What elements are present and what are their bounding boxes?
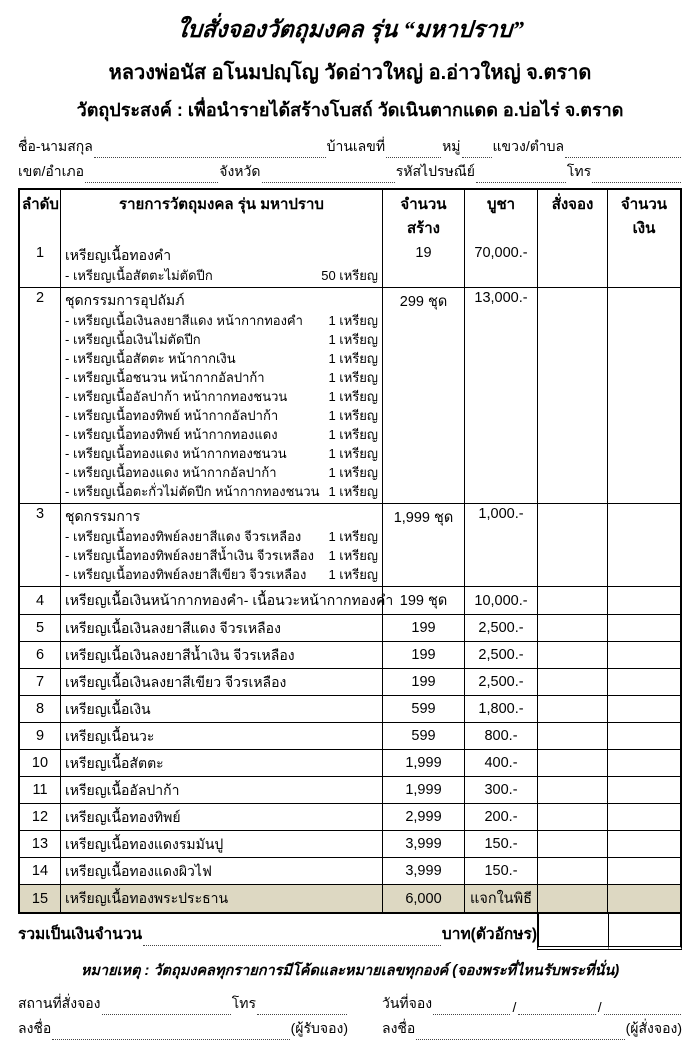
amount-blank-cell[interactable] xyxy=(607,777,680,803)
table-row xyxy=(20,287,680,503)
item-name: เหรียญเนื้อทองพระประธาน xyxy=(65,890,229,906)
quantity-made-cell: 6,000 xyxy=(382,885,464,912)
orderer-sign-line xyxy=(382,1015,682,1040)
purpose-line: วัตถุประสงค์ : เพื่อนำรายได้สร้างโบสถ์ วัดเนินตากแดด อ.บ่อไร่ จ.ตราด xyxy=(76,100,624,120)
price-cell: 2,500.- xyxy=(464,615,537,641)
table-row xyxy=(20,776,680,803)
info-line-2 xyxy=(18,158,682,183)
amount-blank-cell[interactable] xyxy=(607,587,680,614)
item-description xyxy=(60,885,382,912)
price-cell: 200.- xyxy=(464,804,537,830)
amount-blank-cell[interactable] xyxy=(607,243,680,287)
receiver-role-label: (ผู้รับจอง) xyxy=(290,1020,348,1036)
amount-blank-cell[interactable] xyxy=(607,750,680,776)
item-description xyxy=(60,858,382,884)
price-cell: 400.- xyxy=(464,750,537,776)
sub-item: - เหรียญเนื้อตะกั่วไม่ตัดปีก หน้ากากทองชนวน 1 เหรียญ xyxy=(65,484,378,499)
price-cell: แจกในพิธี xyxy=(464,885,537,912)
order-qty-blank-cell[interactable] xyxy=(537,750,607,776)
date-day-blank[interactable] xyxy=(433,1001,510,1015)
row-number: 11 xyxy=(32,782,48,798)
order-qty-blank-cell[interactable] xyxy=(537,642,607,668)
quantity-made-cell: 2,999 xyxy=(382,804,464,830)
table-row xyxy=(20,641,680,668)
house-no-label: บ้านเลขที่ xyxy=(326,138,386,154)
item-name: ชุดกรรมการอุปถัมภ์ xyxy=(65,292,185,308)
header-amount: จำนวนเงิน xyxy=(607,190,680,243)
table-row xyxy=(20,884,680,912)
table-row xyxy=(20,857,680,884)
table-row xyxy=(20,722,680,749)
quantity-made-cell: 199 ชุด xyxy=(382,587,464,614)
table-row xyxy=(20,586,680,614)
table-row xyxy=(20,803,680,830)
district-label: เขต/อำเภอ xyxy=(18,163,85,179)
amount-blank-cell[interactable] xyxy=(607,858,680,884)
price-cell: 1,800.- xyxy=(464,696,537,722)
row-number: 5 xyxy=(35,620,45,636)
order-qty-blank-cell[interactable] xyxy=(537,243,607,287)
price-cell: 1,000.- xyxy=(464,504,537,586)
item-description xyxy=(60,288,382,503)
info-line-1 xyxy=(18,133,682,158)
item-name: เหรียญเนื้อสัตตะ xyxy=(65,754,164,771)
subdistrict-field-blank[interactable] xyxy=(565,144,681,158)
quantity-made-cell: 199 xyxy=(382,642,464,668)
form-header xyxy=(18,12,682,124)
sub-item: - เหรียญเนื้อชนวน หน้ากากอัลปาก้า 1 เหรียญ xyxy=(65,370,378,385)
receiver-sign-line xyxy=(18,1015,348,1040)
item-description xyxy=(60,777,382,803)
table-row xyxy=(20,668,680,695)
name-field-blank[interactable] xyxy=(94,144,326,158)
row-number: 2 xyxy=(35,290,45,306)
postcode-label: รหัสไปรษณีย์ xyxy=(395,163,475,179)
table-row xyxy=(20,243,680,287)
row-number: 8 xyxy=(35,701,45,717)
sub-item: - เหรียญเนื้อทองแดง หน้ากากทองชนวน 1 เหรียญ xyxy=(65,446,378,461)
place-label: สถานที่สั่งจอง xyxy=(18,995,101,1011)
date-line xyxy=(382,990,682,1015)
province-field-blank[interactable] xyxy=(262,169,395,183)
sub-item: - เหรียญเนื้อทองทิพย์ลงยาสีเขียว จีวรเหลือง 1 เหรียญ xyxy=(65,567,378,582)
amount-blank-cell[interactable] xyxy=(607,723,680,749)
receiver-sign-label: ลงชื่อ xyxy=(18,1020,52,1036)
order-qty-blank-cell[interactable] xyxy=(537,885,607,912)
postcode-field-blank[interactable] xyxy=(476,169,566,183)
table-row xyxy=(20,503,680,586)
sub-item: - เหรียญเนื้อทองแดง หน้ากากอัลปาก้า 1 เหรียญ xyxy=(65,465,378,480)
row-number: 14 xyxy=(31,863,49,879)
item-name: เหรียญเนื้อเงินลงยาสีแดง จีวรเหลือง xyxy=(65,619,281,636)
province-label: จังหวัด xyxy=(219,163,261,179)
place-phone-field-blank[interactable] xyxy=(257,1001,347,1015)
order-qty-blank-cell[interactable] xyxy=(537,723,607,749)
header-item: รายการวัตถุมงคล รุ่น มหาปราบ xyxy=(60,190,382,243)
price-cell: 70,000.- xyxy=(464,243,537,287)
order-qty-blank-cell[interactable] xyxy=(537,858,607,884)
total-order-box[interactable] xyxy=(537,914,608,950)
item-name: เหรียญเนื้อทองคำ xyxy=(65,247,172,263)
total-row xyxy=(18,914,682,950)
sub-item: - เหรียญเนื้ออัลปาก้า หน้ากากทองชนวน 1 เหรียญ xyxy=(65,389,378,404)
phone-field-blank[interactable] xyxy=(592,169,681,183)
date-month-blank[interactable] xyxy=(518,1001,595,1015)
name-label: ชื่อ-นามสกุล xyxy=(18,138,93,154)
date-year-blank[interactable] xyxy=(604,1001,681,1015)
item-description xyxy=(60,750,382,776)
quantity-made-cell: 1,999 ชุด xyxy=(382,504,464,586)
total-amount-box[interactable] xyxy=(608,914,682,950)
phone-label: โทร xyxy=(566,163,592,179)
house-no-field-blank[interactable] xyxy=(386,144,441,158)
item-description xyxy=(60,504,382,586)
receiver-sign-blank[interactable] xyxy=(52,1026,289,1040)
note-line: หมายเหตุ : วัตถุมงคลทุกรายการมีโค้ดและหมายเลขทุกองค์ (จองพระที่ไหนรับพระที่นั่น) xyxy=(80,963,620,979)
item-name: เหรียญเนื้อเงิน xyxy=(65,700,151,717)
sub-item: - เหรียญเนื้อสัตตะ หน้ากากเงิน 1 เหรียญ xyxy=(65,351,378,366)
item-name: ชุดกรรมการ xyxy=(65,508,141,524)
row-number: 6 xyxy=(35,647,45,663)
row-number: 10 xyxy=(31,755,49,771)
district-field-blank[interactable] xyxy=(85,169,218,183)
sub-item: - เหรียญเนื้อสัตตะไม่ตัดปีก 50 เหรียญ xyxy=(65,268,378,283)
quantity-made-cell: 3,999 xyxy=(382,831,464,857)
item-description xyxy=(60,642,382,668)
orderer-sign-blank[interactable] xyxy=(416,1026,624,1040)
sub-item: - เหรียญเนื้อเงินลงยาสีแดง หน้ากากทองคำ 1 เหรียญ xyxy=(65,313,378,328)
amount-blank-cell[interactable] xyxy=(607,831,680,857)
item-description xyxy=(60,587,394,614)
item-description xyxy=(60,696,382,722)
price-cell: 300.- xyxy=(464,777,537,803)
order-qty-blank-cell[interactable] xyxy=(537,288,607,503)
quantity-made-cell: 3,999 xyxy=(382,858,464,884)
price-cell: 150.- xyxy=(464,831,537,857)
order-qty-blank-cell[interactable] xyxy=(537,504,607,586)
table-row xyxy=(20,614,680,641)
amount-blank-cell[interactable] xyxy=(607,804,680,830)
item-description xyxy=(60,804,382,830)
form-title: ใบสั่งจองวัตถุมงคล รุ่น “มหาปราบ” xyxy=(175,17,525,42)
order-table xyxy=(18,188,682,914)
table-header-row xyxy=(20,190,680,243)
total-text xyxy=(18,914,537,950)
row-number: 7 xyxy=(35,674,45,690)
amount-blank-cell[interactable] xyxy=(607,615,680,641)
order-qty-blank-cell[interactable] xyxy=(537,804,607,830)
table-row xyxy=(20,749,680,776)
date-slash-1: / xyxy=(512,999,517,1015)
quantity-made-cell: 199 xyxy=(382,669,464,695)
date-slash-2: / xyxy=(597,999,602,1015)
quantity-made-cell: 1,999 xyxy=(382,750,464,776)
temple-line: หลวงพ่อนัส อโนมปญฺโญ วัดอ่าวใหญ่ อ.อ่าวใหญ่ จ.ตราด xyxy=(108,62,592,84)
price-cell: 2,500.- xyxy=(464,642,537,668)
header-no: ลำดับ xyxy=(22,196,59,213)
amount-blank-cell[interactable] xyxy=(607,642,680,668)
item-name: เหรียญเนื้อนวะ xyxy=(65,727,155,744)
row-number: 1 xyxy=(35,245,45,261)
sub-item: - เหรียญเนื้อทองทิพย์ลงยาสีแดง จีวรเหลือง 1 เหรียญ xyxy=(65,529,378,544)
quantity-made-cell: 599 xyxy=(382,723,464,749)
subdistrict-label: แขวง/ตำบล xyxy=(492,138,565,154)
item-name: เหรียญเนื้อทองทิพย์ xyxy=(65,808,181,825)
quantity-made-cell: 299 ชุด xyxy=(382,288,464,503)
price-cell: 2,500.- xyxy=(464,669,537,695)
item-name: เหรียญเนื้อเงินลงยาสีน้ำเงิน จีวรเหลือง xyxy=(65,646,295,663)
amount-blank-cell[interactable] xyxy=(607,288,680,503)
item-description xyxy=(60,243,382,287)
item-name: เหรียญเนื้อทองแดงรมมันปู xyxy=(65,835,224,852)
moo-label: หมู่ xyxy=(442,138,461,154)
quantity-made-cell: 599 xyxy=(382,696,464,722)
quantity-made-cell: 199 xyxy=(382,615,464,641)
item-name: เหรียญเนื้ออัลปาก้า xyxy=(65,781,180,798)
order-qty-blank-cell[interactable] xyxy=(537,669,607,695)
row-number: 9 xyxy=(35,728,45,744)
place-line xyxy=(18,990,348,1015)
amount-blank-cell[interactable] xyxy=(607,669,680,695)
item-name: เหรียญเนื้อเงินลงยาสีเขียว จีวรเหลือง xyxy=(65,673,287,690)
sub-item: - เหรียญเนื้อทองทิพย์ หน้ากากอัลปาก้า 1 เหรียญ xyxy=(65,408,378,423)
quantity-made-cell: 1,999 xyxy=(382,777,464,803)
item-description xyxy=(60,615,382,641)
sub-item: - เหรียญเนื้อเงินไม่ตัดปีก 1 เหรียญ xyxy=(65,332,378,347)
sub-item: - เหรียญเนื้อทองทิพย์ลงยาสีน้ำเงิน จีวรเหลือง 1 เหรียญ xyxy=(65,548,378,563)
header-price: บูชา xyxy=(464,190,537,243)
quantity-made-cell: 19 xyxy=(382,243,464,287)
price-cell: 13,000.- xyxy=(464,288,537,503)
total-amount-text-blank[interactable] xyxy=(143,932,441,946)
amount-blank-cell[interactable] xyxy=(607,696,680,722)
order-qty-blank-cell[interactable] xyxy=(537,587,607,614)
price-cell: 150.- xyxy=(464,858,537,884)
footer xyxy=(18,990,682,1040)
header-made: จำนวนสร้าง xyxy=(382,190,464,243)
row-number: 12 xyxy=(31,809,49,825)
row-number: 3 xyxy=(35,506,45,522)
order-qty-blank-cell[interactable] xyxy=(537,696,607,722)
total-label: รวมเป็นเงินจำนวน xyxy=(18,926,143,943)
item-name: เหรียญเนื้อทองแดงผิวไฟ xyxy=(65,862,212,879)
amount-blank-cell[interactable] xyxy=(607,885,680,912)
header-order: สั่งจอง xyxy=(537,190,607,243)
price-cell: 800.- xyxy=(464,723,537,749)
order-qty-blank-cell[interactable] xyxy=(537,615,607,641)
item-name: เหรียญเนื้อเงินหน้ากากทองคำ- เนื้อนวะหน้ากากทองคำ xyxy=(65,592,394,608)
place-field-blank[interactable] xyxy=(102,1001,231,1015)
row-number: 4 xyxy=(35,592,45,609)
row-number: 15 xyxy=(31,890,49,907)
order-qty-blank-cell[interactable] xyxy=(537,777,607,803)
table-row xyxy=(20,830,680,857)
date-label: วันที่จอง xyxy=(382,995,433,1011)
table-row xyxy=(20,695,680,722)
table-body xyxy=(20,243,680,912)
item-description xyxy=(60,669,382,695)
moo-field-blank[interactable] xyxy=(462,144,492,158)
amount-blank-cell[interactable] xyxy=(607,504,680,586)
orderer-sign-label: ลงชื่อ xyxy=(382,1020,416,1036)
orderer-role-label: (ผู้สั่งจอง) xyxy=(625,1020,682,1036)
place-phone-label: โทร xyxy=(231,995,256,1011)
sub-item: - เหรียญเนื้อทองทิพย์ หน้ากากทองแดง 1 เหรียญ xyxy=(65,427,378,442)
total-suffix: บาท(ตัวอักษร) xyxy=(441,926,537,943)
row-number: 13 xyxy=(31,836,49,852)
item-description xyxy=(60,831,382,857)
item-description xyxy=(60,723,382,749)
price-cell: 10,000.- xyxy=(464,587,537,614)
order-qty-blank-cell[interactable] xyxy=(537,831,607,857)
